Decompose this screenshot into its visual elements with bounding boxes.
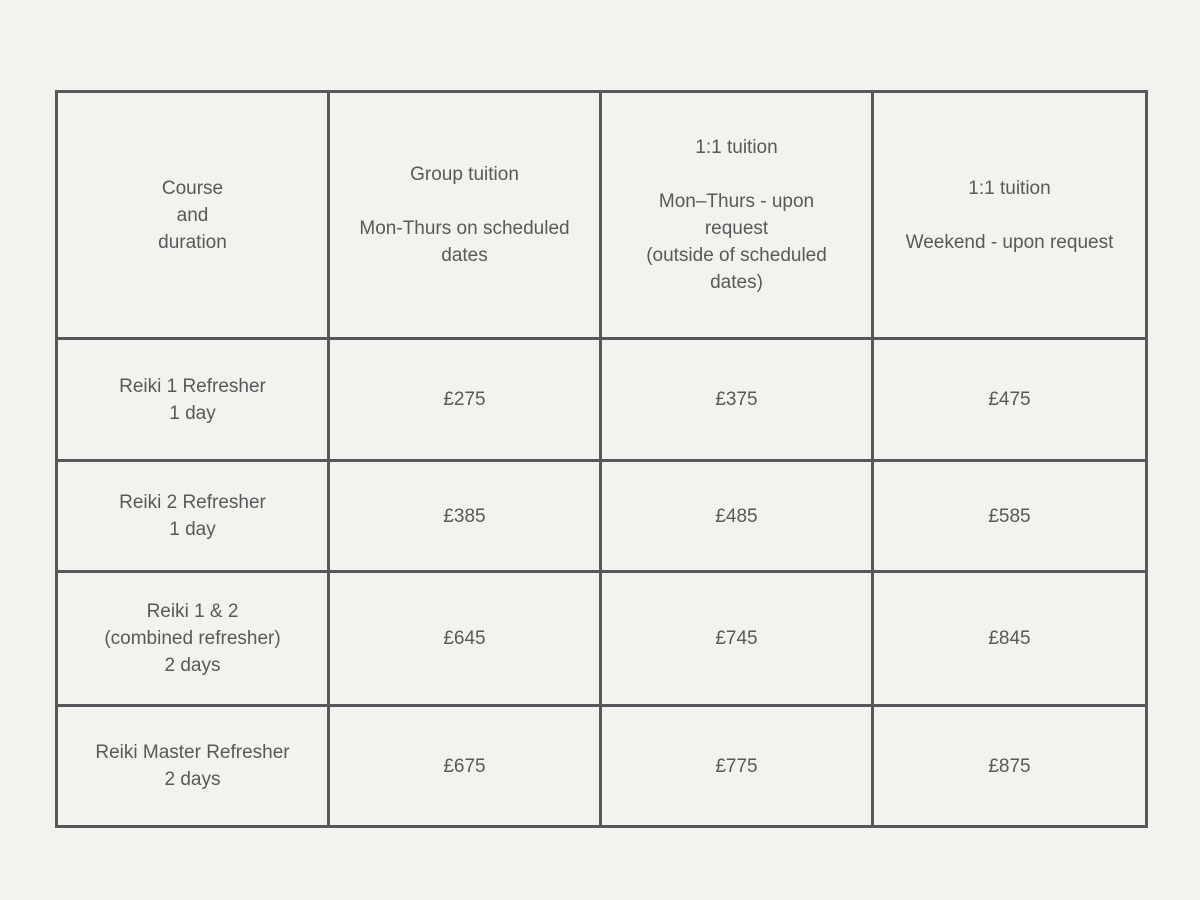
header-row [57,92,1147,339]
table-row [57,706,1147,827]
header-weekday-detail: (outside of scheduled [646,245,827,266]
course-cell [57,339,329,461]
price-table [55,90,1148,828]
header-group-title: Group tuition [410,164,519,185]
header-weekday-detail: Mon–Thurs - upon [658,191,815,212]
header-course-duration [57,92,329,339]
price-weekend: £585 [873,461,1147,572]
header-group-detail: dates [441,245,488,266]
price-weekday: £775 [601,706,873,827]
price-group: £645 [329,572,601,706]
course-name: Reiki 2 Refresher [119,492,266,513]
table-row [57,339,1147,461]
price-group: £675 [329,706,601,827]
course-cell [57,706,329,827]
course-duration: 2 days [164,769,221,790]
course-duration: 1 day [169,402,216,424]
header-duration-line: duration [158,231,227,253]
course-duration: 1 day [169,519,216,540]
price-group: £275 [329,339,601,461]
header-group-detail: Mon-Thurs on scheduled [359,218,570,239]
course-name: Reiki 1 Refresher [119,375,266,397]
price-weekend: £875 [873,706,1147,827]
header-one-to-one-weekend [873,92,1147,339]
price-weekend: £475 [873,339,1147,461]
header-weekday-detail: dates) [710,272,763,293]
price-group: £385 [329,461,601,572]
price-weekday: £485 [601,461,873,572]
table-row [57,461,1147,572]
header-course-line: Course [161,177,224,199]
course-name: Reiki 1 & 2 [146,601,239,622]
price-weekday: £375 [601,339,873,461]
header-and-line: and [176,204,209,226]
price-weekday: £745 [601,572,873,706]
price-weekend: £845 [873,572,1147,706]
header-weekend-title: 1:1 tuition [968,177,1051,199]
course-subtitle: (combined refresher) [104,628,281,649]
header-weekday-title: 1:1 tuition [695,137,778,158]
header-group-tuition [329,92,601,339]
header-weekend-detail: Weekend - upon request [905,231,1114,253]
course-cell [57,461,329,572]
course-duration: 2 days [164,655,221,676]
header-one-to-one-weekday [601,92,873,339]
table-row [57,572,1147,706]
course-cell [57,572,329,706]
course-name: Reiki Master Refresher [95,742,290,763]
header-weekday-detail: request [704,218,769,239]
